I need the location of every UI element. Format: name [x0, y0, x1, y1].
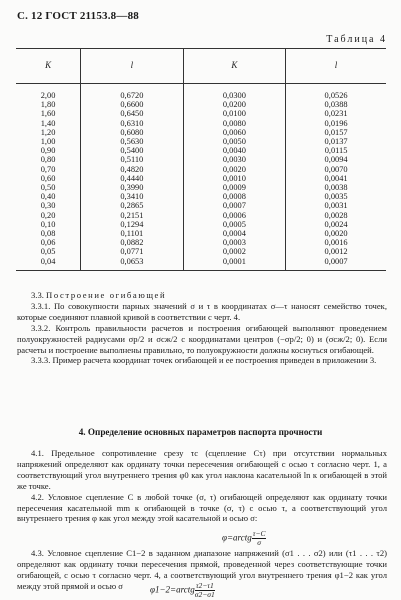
table-cell: 0,0035	[286, 192, 386, 201]
table-cell: 0,1294	[81, 220, 183, 229]
table-cell: 0,0041	[286, 174, 386, 183]
table-cell: 0,50	[40, 183, 56, 193]
col-header-l1: l	[81, 49, 183, 84]
table-cell: 0,0157	[286, 128, 386, 137]
table-cell: 0,90	[40, 146, 56, 156]
table-cell: 0,5110	[81, 155, 183, 164]
table-cell: 0,0050	[183, 137, 285, 146]
table-row	[16, 257, 386, 271]
table-cell: 0,70	[40, 164, 56, 174]
table-cell: 0,20	[40, 210, 56, 220]
table-cell: 0,6310	[81, 119, 183, 128]
table-cell: 0,0003	[183, 238, 285, 247]
table-row	[16, 247, 386, 256]
formula-phi12-numerator: τ2−τ1	[195, 581, 214, 590]
table-cell: 0,0006	[183, 211, 285, 220]
table-header-row	[16, 49, 386, 84]
table-cell: 0,5630	[81, 137, 183, 146]
table-row	[16, 165, 386, 174]
paragraph-4-3: 4.3. Условное сцепление C1−2 в заданном диапазоне напряжений (σ1 . . . σ2) или (τ1 . . . τ2) определяют как ординату точки пересечения прямой, проведенной через соответствующие точки огибающей, с осью τ согласно черт. 4, а соответствующий угол внутреннего трения φ1−2 как угол между этой прямой и осью σ	[17, 548, 387, 591]
paragraph-4-1: 4.1. Предельное сопротивление срезу τc (сцепление Cτ) при отсутствии нормальных напряжений определяют как ординату точки пересечения огибающей с осью τ согласно черт. 1, а соответствующий угол внутреннего трения φ0 как угол наклона касательной ln к огибающей в этой же точке.	[17, 448, 387, 491]
section-4-title: 4. Определение основных параметров паспорта прочности	[78, 427, 323, 437]
paragraph-3-3-2: 3.3.2. Контроль правильности расчетов и построения огибающей выполняют проведением полуокружностей радиусами σp/2 и σсж/2 с координатами центров (−σp/2; 0) и (σсж/2; 0). Если расчеты и построение выполнены правильно, то полуокружности должны коснуться огибающей.	[17, 322, 387, 355]
formula-phi-fraction	[252, 530, 267, 547]
k-l-table	[16, 48, 386, 271]
table-cell: 1,60	[40, 109, 56, 119]
table-cell: 0,06	[40, 238, 56, 248]
table-row	[16, 220, 386, 229]
table-cell: 0,0001	[183, 257, 285, 271]
table-row	[16, 119, 386, 128]
table-cell: 0,60	[40, 173, 56, 183]
table-row	[16, 109, 386, 118]
section-3-3	[17, 290, 387, 366]
table-cell: 0,0002	[183, 247, 285, 256]
table-row	[16, 128, 386, 137]
table-cell: 0,0031	[286, 201, 386, 210]
table-cell: 1,80	[40, 100, 56, 110]
table-cell: 0,05	[40, 247, 56, 257]
col-header-k2: K	[183, 49, 285, 84]
table-cell: 0,2151	[81, 211, 183, 220]
table-cell: 0,6080	[81, 128, 183, 137]
formula-phi-numerator: τ−C	[252, 529, 266, 538]
paragraph-3-3-3: 3.3.3. Пример расчета координат точек огибающей и ее построения приведен в приложении 3.	[31, 355, 377, 366]
table-cell: 0,0882	[81, 238, 183, 247]
formula-phi-denominator: σ	[257, 538, 261, 547]
table-row	[16, 137, 386, 146]
table-cell: 0,0030	[183, 155, 285, 164]
table-cell: 0,4820	[81, 165, 183, 174]
formula-phi12	[150, 582, 215, 599]
table-cell: 0,0007	[286, 257, 386, 271]
table-row	[16, 174, 386, 183]
table-cell: 0,80	[40, 155, 56, 165]
table-cell: 0,0005	[183, 220, 285, 229]
page-header: С. 12 ГОСТ 21153.8—88	[17, 10, 139, 22]
table-cell: 0,0012	[286, 247, 386, 256]
table-cell: 0,6600	[81, 100, 183, 109]
col-header-l2: l	[286, 49, 386, 84]
table-cell: 2,00	[40, 91, 56, 100]
table-cell: 0,0007	[183, 201, 285, 210]
table-row	[16, 211, 386, 220]
table-row	[16, 192, 386, 201]
table-cell: 0,0094	[286, 155, 386, 164]
heading-text: Построение огибающей	[46, 290, 167, 300]
table-cell: 0,0024	[286, 220, 386, 229]
table-cell: 0,0771	[81, 247, 183, 256]
formula-phi	[222, 530, 266, 547]
table-cell: 0,0300	[183, 84, 285, 101]
table-cell: 0,0137	[286, 137, 386, 146]
table-cell: 0,0008	[183, 192, 285, 201]
table-row	[16, 84, 386, 101]
table-cell: 0,0653	[81, 257, 183, 271]
col-header-k1: K	[16, 49, 81, 84]
table-row	[16, 155, 386, 164]
table-cell: 0,0020	[183, 165, 285, 174]
table-cell: 1,20	[40, 127, 56, 137]
table-cell: 0,3990	[81, 183, 183, 192]
table-cell: 0,0070	[286, 165, 386, 174]
table-cell: 0,0009	[183, 183, 285, 192]
section-3-3-heading	[17, 290, 387, 301]
table-cell: 0,5400	[81, 146, 183, 155]
table-cell: 0,0526	[286, 84, 386, 101]
table-cell: 0,0231	[286, 109, 386, 118]
table-cell: 1,40	[40, 118, 56, 128]
table-row	[16, 201, 386, 210]
paragraph-4-2: 4.2. Условное сцепление C в любой точке (σ, τ) огибающей определяют как ординату точки пересечения касательной mm к огибающей в точке (σ, τ) с осью τ, а соответствующий угол внутреннего трения φ как угол между этой касательной и осью σ:	[17, 491, 387, 524]
table-cell: 0,3410	[81, 192, 183, 201]
table-row	[16, 146, 386, 155]
table-cell: 0,0115	[286, 146, 386, 155]
table-cell: 0,6450	[81, 109, 183, 118]
paragraph-3-3-1: 3.3.1. По совокупности парных значений σ и τ в координатах σ—τ наносят семейство точек, которые соединяют плавной кривой в соответствии с черт. 4.	[17, 300, 387, 322]
table-cell: 0,1101	[81, 229, 183, 238]
table-cell: 0,6720	[81, 84, 183, 101]
table-cell: 0,0200	[183, 100, 285, 109]
table-body	[16, 84, 386, 271]
table-caption: Таблица 4	[326, 34, 387, 45]
table-row	[16, 238, 386, 247]
formula-phi-lhs: φ=arctg	[222, 532, 252, 543]
table-row	[16, 183, 386, 192]
table-cell: 0,4440	[81, 174, 183, 183]
heading-number: 3.3.	[31, 290, 44, 300]
table-cell: 0,30	[40, 201, 56, 211]
section-4	[17, 448, 387, 524]
formula-phi12-lhs: φ1−2=arctg	[150, 584, 195, 595]
table-cell: 0,08	[40, 229, 56, 239]
table-cell: 0,0038	[286, 183, 386, 192]
formula-phi12-denominator: σ2−σ1	[194, 590, 215, 599]
table-cell: 0,2865	[81, 201, 183, 210]
table-row	[16, 229, 386, 238]
table-cell: 0,0060	[183, 128, 285, 137]
table-cell: 0,0020	[286, 229, 386, 238]
table-cell: 0,0100	[183, 109, 285, 118]
table-cell: 1,00	[40, 137, 56, 147]
table-cell: 0,0010	[183, 174, 285, 183]
table-cell: 0,04	[40, 256, 56, 266]
table-row	[16, 100, 386, 109]
table-cell: 0,0028	[286, 211, 386, 220]
table-cell: 0,0196	[286, 119, 386, 128]
table-cell: 0,0388	[286, 100, 386, 109]
formula-phi12-fraction	[195, 582, 215, 599]
table-cell: 0,40	[40, 192, 56, 202]
table-cell: 0,0040	[183, 146, 285, 155]
table-cell: 0,0004	[183, 229, 285, 238]
table-cell: 0,10	[40, 219, 56, 229]
table-cell: 0,0080	[183, 119, 285, 128]
table-cell: 0,0016	[286, 238, 386, 247]
